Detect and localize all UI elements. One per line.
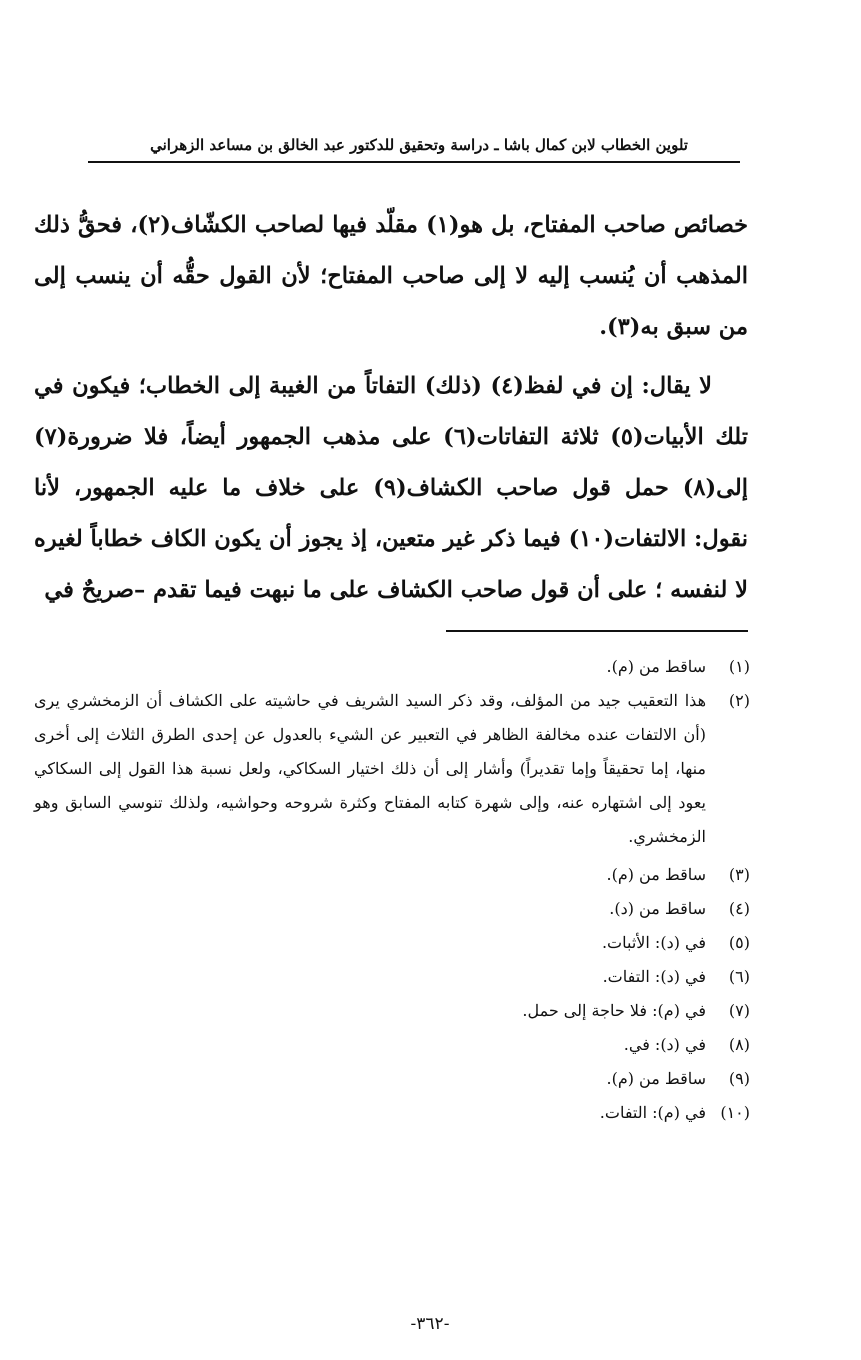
footnote-number: (٤)	[728, 899, 750, 918]
footnote-number: (٦)	[728, 967, 750, 986]
footnote-number: (٧)	[728, 1001, 750, 1020]
footnote-number: (٥)	[728, 933, 750, 952]
footnote-text: هذا التعقيب جيد من المؤلف، وقد ذكر السيد الشريف في حاشيته على الكشاف أن الزمخشري يرى (أن الالتفات عنده مخالفة الظاهر في التعبير عن الشيء بالعدول عن إحدى الطرق الثلاث إلى أخرى منها، إما تحقيقاً وإما تقديراً) وأشار إلى أن ذلك اختيار السكاكي، ولعل نسبة هذا القول إلى السكاكي يعود إلى اشتهاره عنه، وإلى شهرة كتابه المفتاح وكثرة شروحه وحواشيه، ولذلك تنوسي السابق وهو الزمخشري.	[34, 691, 706, 846]
footnote	[34, 926, 750, 960]
footnote	[34, 1062, 750, 1096]
footnote-number: (٢)	[728, 691, 750, 710]
footnote	[34, 1028, 750, 1062]
footnote	[34, 960, 750, 994]
footnote-number: (٩)	[728, 1069, 750, 1088]
footnote-text: ساقط من (د).	[609, 899, 706, 918]
footnote-number: (١)	[728, 657, 750, 676]
body-paragraph: لا يقال: إن في لفظ(٤) (ذلك) التفاتاً من الغيبة إلى الخطاب؛ فيكون في تلك الأبيات(٥) ثلاثة التفاتات(٦) على مذهب الجمهور أيضاً، فلا ضرورة(٧) إلى(٨) حمل قول صاحب الكشاف(٩) على خلاف ما عليه الجمهور، لأنا نقول: الالتفات(١٠) فيما ذكر غير متعين، إذ يجوز أن يكون الكاف خطاباً لغيره لا لنفسه ؛ على أن قول صاحب الكشاف على ما نبهت فيما تقدم –صريحٌ في	[34, 373, 749, 603]
footnote	[34, 858, 750, 892]
footnote	[34, 994, 750, 1028]
footnote-number: (٣)	[728, 865, 750, 884]
footnote-number: (١٠)	[720, 1103, 750, 1122]
footnote-text: ساقط من (م).	[606, 1069, 706, 1088]
header-rule	[88, 161, 740, 163]
footnote-text: ساقط من (م).	[606, 865, 706, 884]
footnote	[34, 684, 750, 854]
footnote-text: في (د): الأثبات.	[601, 933, 706, 952]
footnote-separator	[446, 630, 748, 632]
footnote-text: في (د): في.	[623, 1035, 706, 1054]
main-text	[34, 200, 748, 616]
page-number: -٣٦٢-	[410, 1314, 450, 1334]
body-paragraph: خصائص صاحب المفتاح، بل هو(١) مقلّد فيها لصاحب الكشّاف(٢)، فحقُّ ذلك المذهب أن يُنسب إليه لا إلى صاحب المفتاح؛ لأن القول حقُّه أن ينسب إلى من سبق به(٣).	[34, 212, 748, 340]
footnote-text: في (م): فلا حاجة إلى حمل.	[522, 1001, 706, 1020]
footnote-text: في (د): التفات.	[602, 967, 706, 986]
running-header: تلوين الخطاب لابن كمال باشا ـ دراسة وتحقيق للدكتور عبد الخالق بن مساعد الزهراني	[150, 136, 688, 154]
footnote-text: ساقط من (م).	[606, 657, 706, 676]
footnote	[34, 650, 750, 684]
footnote	[34, 892, 750, 926]
footnote-text: في (م): التفات.	[599, 1103, 706, 1122]
footnotes	[34, 650, 750, 1130]
footnote-number: (٨)	[728, 1035, 750, 1054]
footnote	[34, 1096, 750, 1130]
